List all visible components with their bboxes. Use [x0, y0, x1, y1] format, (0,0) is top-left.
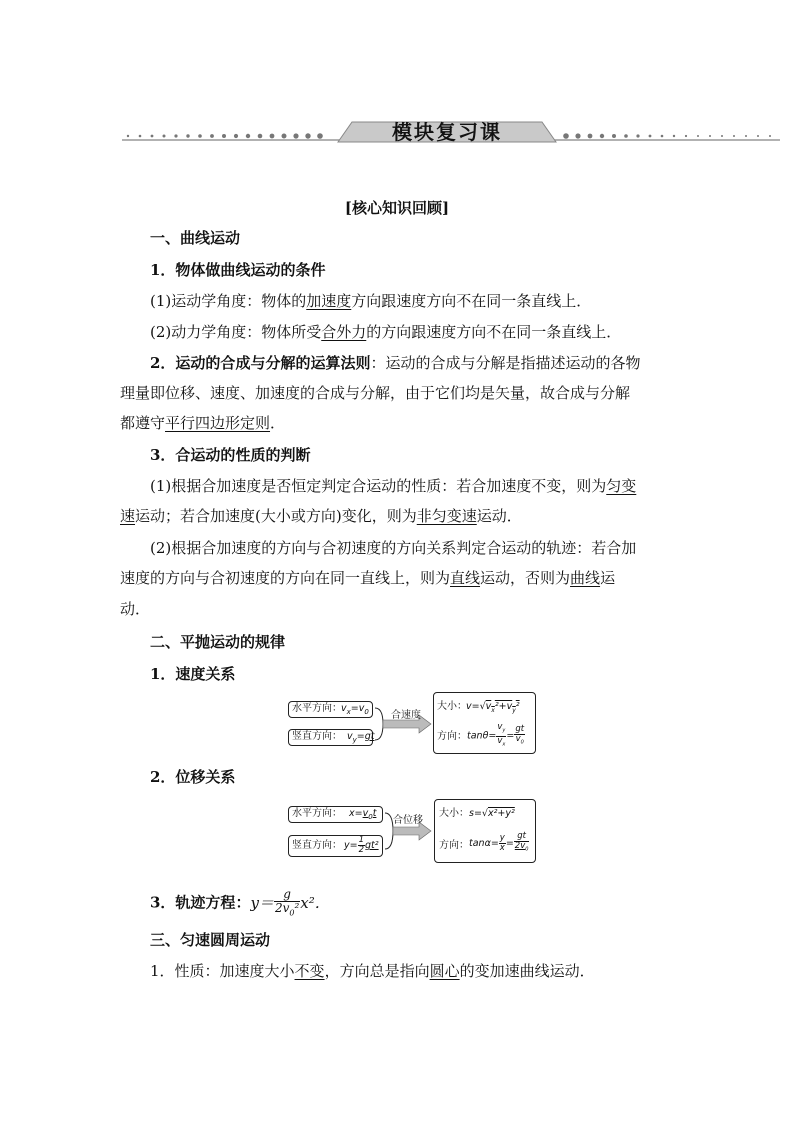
text: (1)运动学角度：物体的 [150, 292, 307, 310]
sec1-title: 一、曲线运动 [150, 229, 241, 247]
trajectory-formula: y＝ $\frac{g}{2v_0^2}$ x²． [250, 887, 330, 918]
v-result-box [433, 692, 536, 754]
text: 的方向跟速度方向不在同一条直线上． [366, 323, 622, 341]
sec1-p3b-l2 [120, 568, 615, 588]
displacement-title: 2．位移关系 [150, 768, 236, 786]
text: ：运动的合成与分解是指描述运动的各物 [370, 354, 641, 372]
text: 的变加速曲线运动． [459, 962, 595, 980]
d-vertical-box [288, 835, 383, 857]
v-magnitude-eq: $v=√v_x^2+v_y^2$ [466, 701, 520, 714]
text: 都遵守 [120, 414, 166, 432]
underlined-term: 不变 [294, 962, 325, 980]
text: 速度的方向与合初速度的方向在同一直线上，则为 [120, 569, 451, 587]
d-magnitude-eq: s=√x²+y² [469, 808, 515, 819]
underlined-term: 平行四边形定则 [165, 414, 271, 432]
d-horizontal-eq: $x=v_0t$ [349, 808, 377, 821]
sec1-p1b [150, 322, 621, 342]
v-brace-arrow [373, 696, 433, 752]
underlined-term: 曲线 [570, 569, 601, 587]
displacement-diagram [285, 795, 540, 865]
page-title: 模块复习课 [392, 120, 502, 144]
trajectory-equation [150, 888, 330, 919]
text: 方向跟速度方向不在同一条直线上． [351, 292, 592, 310]
section-tag: [核心知识回顾] [344, 199, 450, 217]
text: 运动，否则为 [480, 569, 571, 587]
text: ，方向总是指向 [324, 962, 430, 980]
underlined-term: 直线 [450, 569, 481, 587]
d-direction-label: 方向： [439, 840, 469, 851]
sec3-p1 [150, 961, 595, 981]
text: 1．性质：加速度大小 [150, 962, 295, 980]
underlined-term: 圆心 [429, 962, 460, 980]
v-vertical-box [288, 729, 373, 746]
underlined-term: 速 [120, 507, 136, 525]
d-vertical-eq: y= $\frac{1}{2}$ gt² [344, 835, 379, 855]
text: 运动；若合加速度(大小或方向)变化，则为 [135, 507, 417, 525]
p2-title: 2．运动的合成与分解的运算法则 [150, 354, 371, 372]
sec1-p1a [150, 291, 591, 311]
underlined-term: 合外力 [321, 323, 367, 341]
velocity-diagram [285, 690, 540, 756]
underlined-term: 加速度 [306, 292, 352, 310]
sec3-title: 三、匀速圆周运动 [150, 931, 271, 949]
v-direction-eq: tanθ= $\frac{v_y}{v_x}$ = $\frac{gt}{v_0}$ [467, 722, 525, 748]
sec1-p3b-l1: (2)根据合加速度的方向与合初速度的方向关系判定合运动的轨迹：若合加 [150, 539, 637, 557]
v-magnitude-label: 大小： [437, 701, 467, 712]
sec1-p3-title: 3．合运动的性质的判断 [150, 446, 311, 464]
text: 运 [600, 569, 616, 587]
v-horizontal-label: 水平方向： [292, 703, 342, 714]
sec1-p2-l2: 理量即位移、速度、加速度的合成与分解，由于它们均是矢量，故合成与分解 [120, 384, 631, 402]
v-arrow-label: 合速度 [391, 710, 421, 721]
d-horizontal-label: 水平方向： [292, 808, 342, 819]
text: 运动． [476, 507, 522, 525]
d-direction-eq: tanα= $\frac{y}{x}$ = $\frac{gt}{2v_0}$ [469, 831, 529, 853]
trajectory-label: 3．轨迹方程： [150, 893, 251, 912]
v-direction-label: 方向： [437, 731, 467, 742]
underlined-term: 非匀变速 [416, 507, 477, 525]
text: (2)动力学角度：物体所受 [150, 323, 322, 341]
v-horizontal-eq: $v_x=v_0$ [341, 703, 369, 716]
v-vertical-label: 竖直方向： [292, 731, 342, 742]
sec1-p3a-l2 [120, 506, 522, 526]
d-brace-arrow [383, 801, 433, 861]
underlined-term: 匀变 [606, 477, 637, 495]
text: (1)根据合加速度是否恒定判定合运动的性质：若合加速度不变，则为 [150, 477, 607, 495]
velocity-title: 1．速度关系 [150, 665, 236, 683]
d-horizontal-box [288, 806, 383, 823]
sec1-p2-l3 [120, 413, 285, 433]
sec1-p2-l1 [150, 353, 640, 373]
header-banner [0, 118, 794, 148]
sec2-title: 二、平抛运动的规律 [150, 633, 286, 651]
d-magnitude-label: 大小： [439, 808, 469, 819]
sec1-p1-title: 1．物体做曲线运动的条件 [150, 261, 326, 279]
text: ． [270, 414, 286, 432]
v-vertical-eq: $v_y=gt$ [347, 731, 375, 744]
sec1-p3b-l3: 动． [120, 600, 151, 618]
v-horizontal-box [288, 701, 373, 718]
d-arrow-label: 合位移 [393, 815, 423, 826]
d-vertical-label: 竖直方向： [292, 840, 342, 851]
sec1-p3a-l1 [150, 476, 636, 496]
d-result-box [434, 799, 536, 863]
